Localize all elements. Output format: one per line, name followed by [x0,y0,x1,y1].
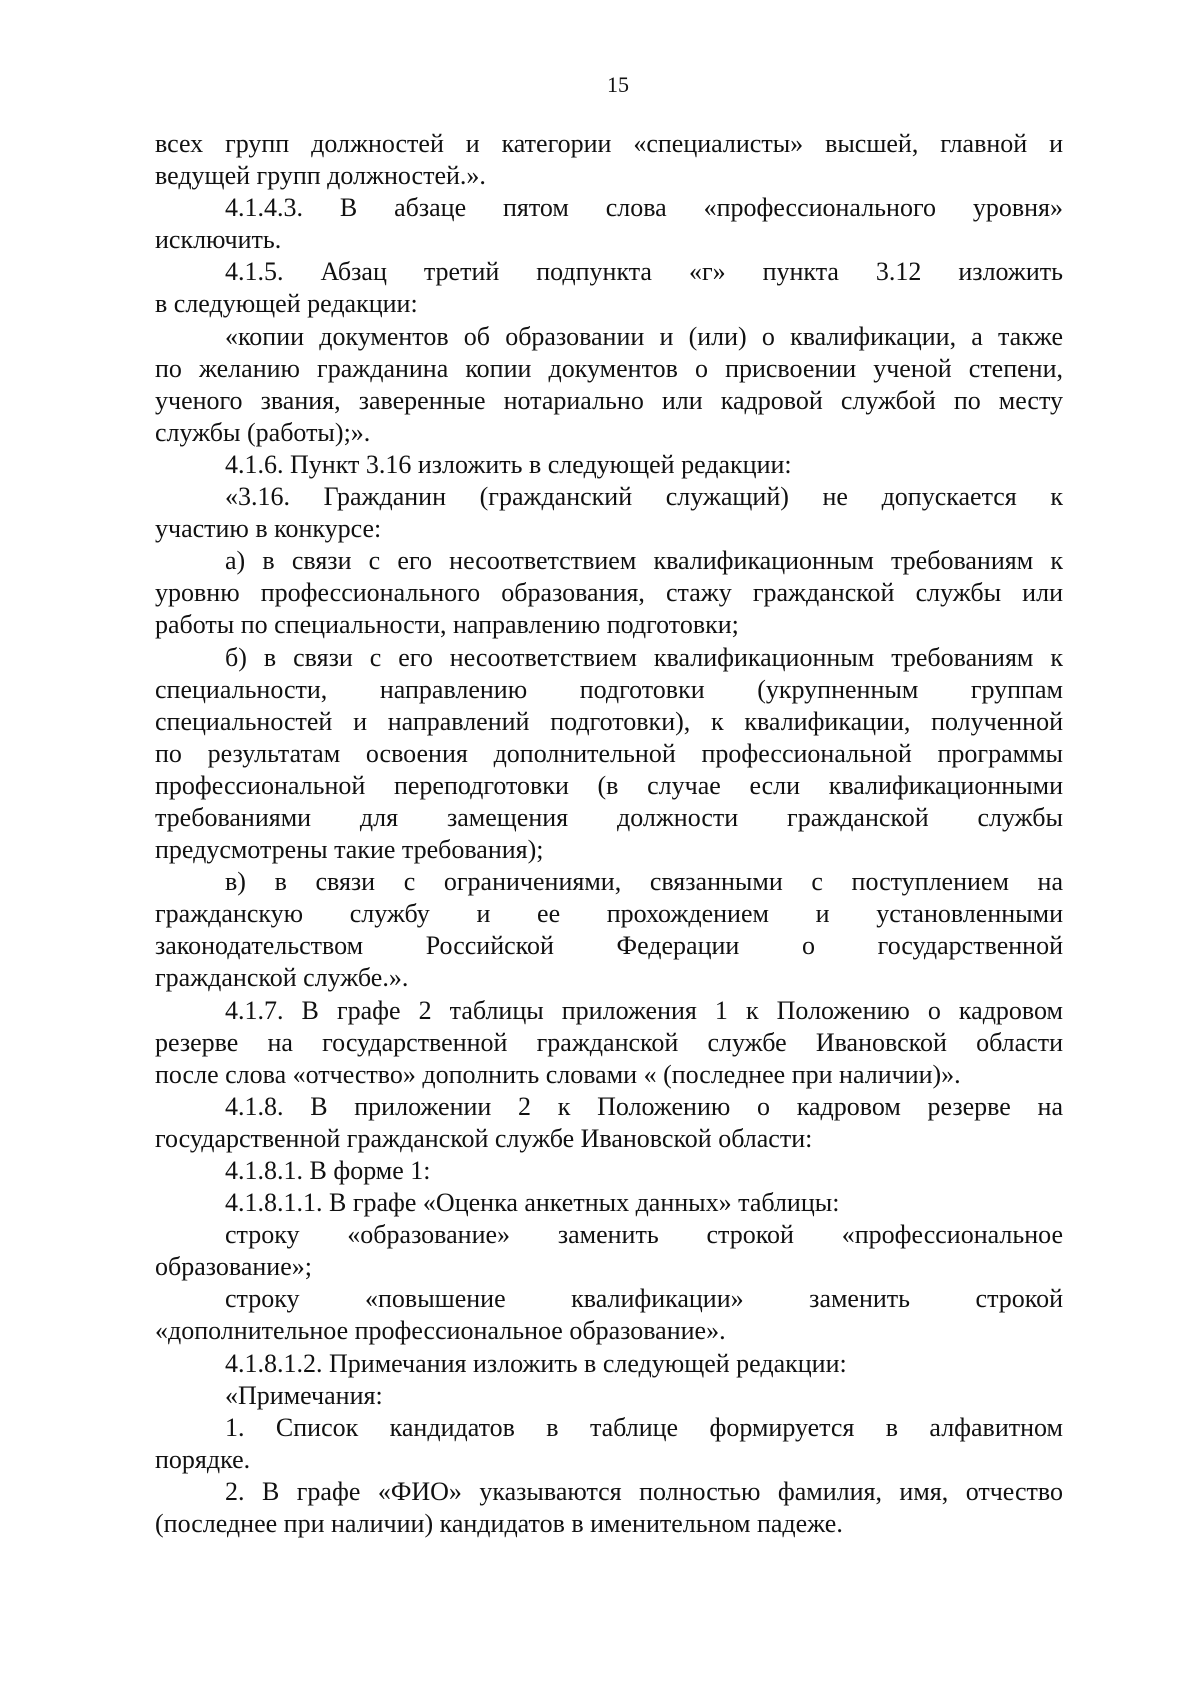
text-line: по результатам освоения дополнительной профессиональной программы [155,738,1063,768]
text-line: «копии документов об образовании и (или) о квалификации, а также [225,321,1063,351]
text-line: ученого звания, заверенные нотариально или кадровой службой по месту [155,385,1063,415]
text-line: предусмотрены такие требования); [155,835,544,865]
text-line: исключить. [155,225,282,255]
text-line: после слова «отчество» дополнить словами « (последнее при наличии)». [155,1059,961,1089]
text-line: работы по специальности, направлению подготовки; [155,610,739,640]
text-line: «3.16. Гражданин (гражданский служащий) не допускается к [225,482,1063,512]
text-line: порядке. [155,1444,251,1474]
text-line: специальности, направлению подготовки (укрупненным группам [155,674,1063,704]
text-line: «дополнительное профессиональное образование». [155,1316,726,1346]
page-number: 15 [607,72,629,97]
text-line: 2. В графе «ФИО» указываются полностью фамилия, имя, отчество [225,1476,1063,1506]
text-line: (последнее при наличии) кандидатов в именительном падеже. [155,1509,843,1539]
text-line: специальностей и направлений подготовки), к квалификации, полученной [155,706,1063,736]
text-line: законодательством Российской Федерации о государственной [155,931,1063,961]
text-line: 4.1.7. В графе 2 таблицы приложения 1 к Положению о кадровом [225,995,1063,1025]
text-line: требованиями для замещения должности гражданской службы [155,802,1063,832]
text-line: ведущей групп должностей.». [155,161,486,191]
text-line: государственной гражданской службе Ивановской области: [155,1123,813,1153]
text-line: строку «образование» заменить строкой «профессиональное [225,1220,1063,1250]
text-line: по желанию гражданина копии документов о присвоении ученой степени, [155,353,1063,383]
text-line: резерве на государственной гражданской службе Ивановской области [155,1027,1063,1057]
text-line: гражданскую службу и ее прохождением и установленными [155,899,1063,929]
text-line: 4.1.8.1.1. В графе «Оценка анкетных данных» таблицы: [225,1188,840,1218]
text-line: участию в конкурсе: [155,514,382,544]
text-line: всех групп должностей и категории «специалисты» высшей, главной и [155,129,1063,158]
text-line: 4.1.8.1.2. Примечания изложить в следующей редакции: [225,1348,847,1378]
document-body [155,128,1063,1540]
text-line: гражданской службе.». [155,963,409,993]
text-line: 4.1.4.3. В абзаце пятом слова «профессионального уровня» [225,193,1063,223]
text-line: 4.1.5. Абзац третий подпункта «г» пункта 3.12 изложить [225,257,1063,287]
text-line: службы (работы);». [155,417,371,447]
text-line: «Примечания: [225,1380,383,1410]
text-line: строку «повышение квалификации» заменить строкой [225,1284,1063,1314]
text-line: 4.1.6. Пункт 3.16 изложить в следующей редакции: [225,449,792,479]
text-line: а) в связи с его несоответствием квалификационным требованиям к [225,546,1063,576]
text-line: уровню профессионального образования, стажу гражданской службы или [155,578,1063,608]
text-line: в следующей редакции: [155,289,418,319]
text-line: 1. Список кандидатов в таблице формируется в алфавитном [225,1412,1063,1442]
text-line: б) в связи с его несоответствием квалификационным требованиям к [225,642,1063,672]
text-line: профессиональной переподготовки (в случае если квалификационными [155,770,1063,800]
text-line: 4.1.8. В приложении 2 к Положению о кадровом резерве на [225,1091,1063,1121]
text-line: 4.1.8.1. В форме 1: [225,1156,431,1185]
text-line: в) в связи с ограничениями, связанными с поступлением на [225,867,1063,897]
text-line: образование»; [155,1252,312,1282]
